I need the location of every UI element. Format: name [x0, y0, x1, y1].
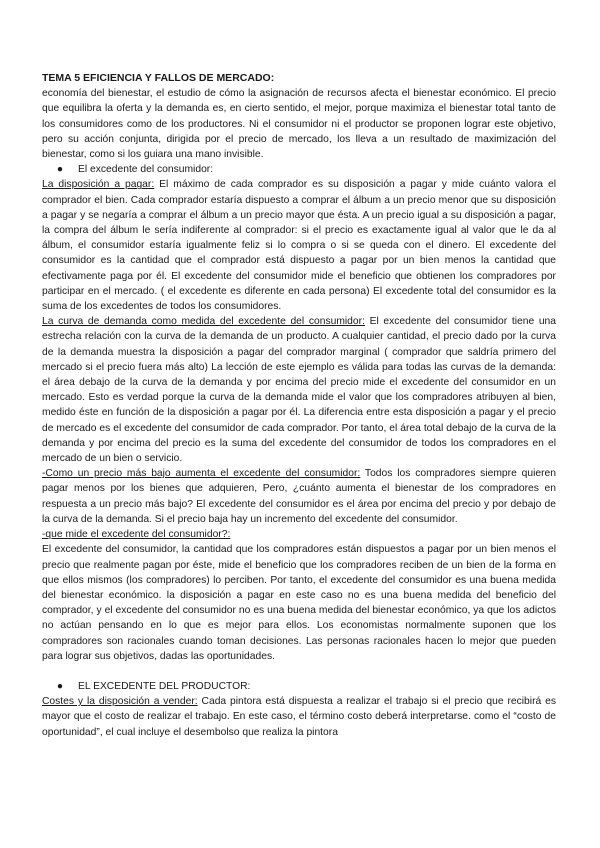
- heading-costs: Costes y la disposición a vender:: [42, 696, 198, 708]
- spacer: [42, 664, 556, 679]
- bullet-consumer-surplus: [42, 162, 556, 177]
- bullet-producer-surplus-label: EL EXCEDENTE DEL PRODUCTOR:: [78, 680, 251, 692]
- bullet-consumer-surplus-label: El excedente del consumidor:: [78, 164, 214, 176]
- heading-lower-price: -Como un precio más bajo aumenta el excedente del consumidor:: [42, 468, 361, 480]
- text-costs: Cada pintora está dispuesta a realizar el trabajo si el precio que recibirá es mayor que el costo de realizar el trabajo. En este caso, el término costo deberá interpretarse. como el “costo de oportunidad”, el cual incluye el desembolso que realiza la pintora: [42, 696, 556, 738]
- paragraph-willingness-to-pay: [42, 177, 556, 314]
- document-body: [42, 71, 556, 740]
- paragraph-what-measures: El excedente del consumidor, la cantidad que los compradores están dispuestos a pagar por un bien menos el precio que realmente pagan por éste, mide el beneficio que los compradores reciben de un bien de la forma en que ellos mismos (los compradores) lo perciben. Por tanto, el excedente del consumidor es una buena medida del bienestar económico. la disposición a pagar en este caso no es una buena medida del beneficio del comprador, y el excedente del consumidor no es una buena medida del bienestar económico, ya que los adictos no actúan pensando en lo que es mejor para ellos. Los economistas normalmente suponen que los compradores son racionales cuando toman decisiones. Las personas racionales hacen lo mejor que pueden para lograr sus objetivos, dadas las oportunidades.: [42, 544, 556, 662]
- intro-paragraph: economía del bienestar, el estudio de cómo la asignación de recursos afecta el bienestar económico. El precio que equilibra la oferta y la demanda es, en cierto sentido, el mejor, porque maximiza el bienestar total tanto de los consumidores como de los productores. Ni el consumidor ni el productor se proponen lograr este objetivo, pero su acción conjunta, dirigida por el precio de mercado, los lleva a un resultado de maximización del bienestar, como si los guiara una mano invisible.: [42, 88, 556, 161]
- bullet-icon: ●: [56, 680, 64, 692]
- paragraph-lower-price: [42, 466, 556, 527]
- heading-what-measures: [42, 527, 556, 542]
- page-title: TEMA 5 EFICIENCIA Y FALLOS DE MERCADO:: [42, 72, 275, 84]
- bullet-icon: ●: [56, 164, 64, 176]
- heading-demand-curve: La curva de demanda como medida del excedente del consumidor:: [42, 316, 365, 328]
- paragraph-demand-curve: [42, 314, 556, 466]
- heading-what-measures-text: -que mide el excedente del consumidor?:: [42, 529, 231, 541]
- text-demand-curve: El excedente del consumidor tiene una estrecha relación con la curva de la demanda de un producto. A cualquier cantidad, el precio dado por la curva de la demanda muestra la disposición a pagar del comprador marginal ( comprador que saldría primero del mercado si el precio fuera más alto) La lección de este ejemplo es válida para todas las curvas de la demanda: el área debajo de la curva de la demanda y por encima del precio mide el excedente del consumidor en un mercado. Esto es verdad porque la curva de la demanda mide el valor que los compradores atribuyen al bien, medido éste en función de la disposición a pagar por él. La diferencia entre esta disposición a pagar y el precio de mercado es el excedente del consumidor de cada comprador. Por tanto, el área total debajo de la curva de la demanda y por encima del precio es la suma del excedente del consumidor de todos los compradores en el mercado de un bien o servicio.: [42, 316, 556, 465]
- text-lower-price: Todos los compradores siempre quieren pagar menos por los bienes que adquieren, Pero, ¿cuánto aumenta el bienestar de los compradores en respuesta a un precio más bajo? El excedente del consumidor es el área por encima del precio y por debajo de la curva de la demanda. Si el precio baja hay un incremento del excedente del consumidor.: [42, 468, 556, 525]
- bullet-producer-surplus: [42, 679, 556, 694]
- paragraph-costs: [42, 694, 556, 740]
- heading-willingness-to-pay: La disposición a pagar:: [42, 179, 155, 191]
- text-willingness-to-pay: El máximo de cada comprador es su disposición a pagar y mide cuánto valora el comprador el bien. Cada comprador estaría dispuesto a comprar el álbum a un precio menor que su disposición a pagar y se negaría a comprar el álbum a un precio mayor que ésta. A un precio igual a su disposición a pagar, la compra del álbum le sería indiferente al comprador: si el precio es exactamente igual al valor que le da al álbum, el consumidor estaría igualmente feliz si lo compra o si se queda con el dinero. El excedente del consumidor es la cantidad que el comprador está dispuesto a pagar por un bien menos la cantidad que efectivamente paga por él. El excedente del consumidor mide el beneficio que obtienen los compradores por participar en el mercado. ( el excedente es diferente en cada persona) El excedente total del consumidor es la suma de los excedentes de todos los consumidores.: [42, 179, 556, 313]
